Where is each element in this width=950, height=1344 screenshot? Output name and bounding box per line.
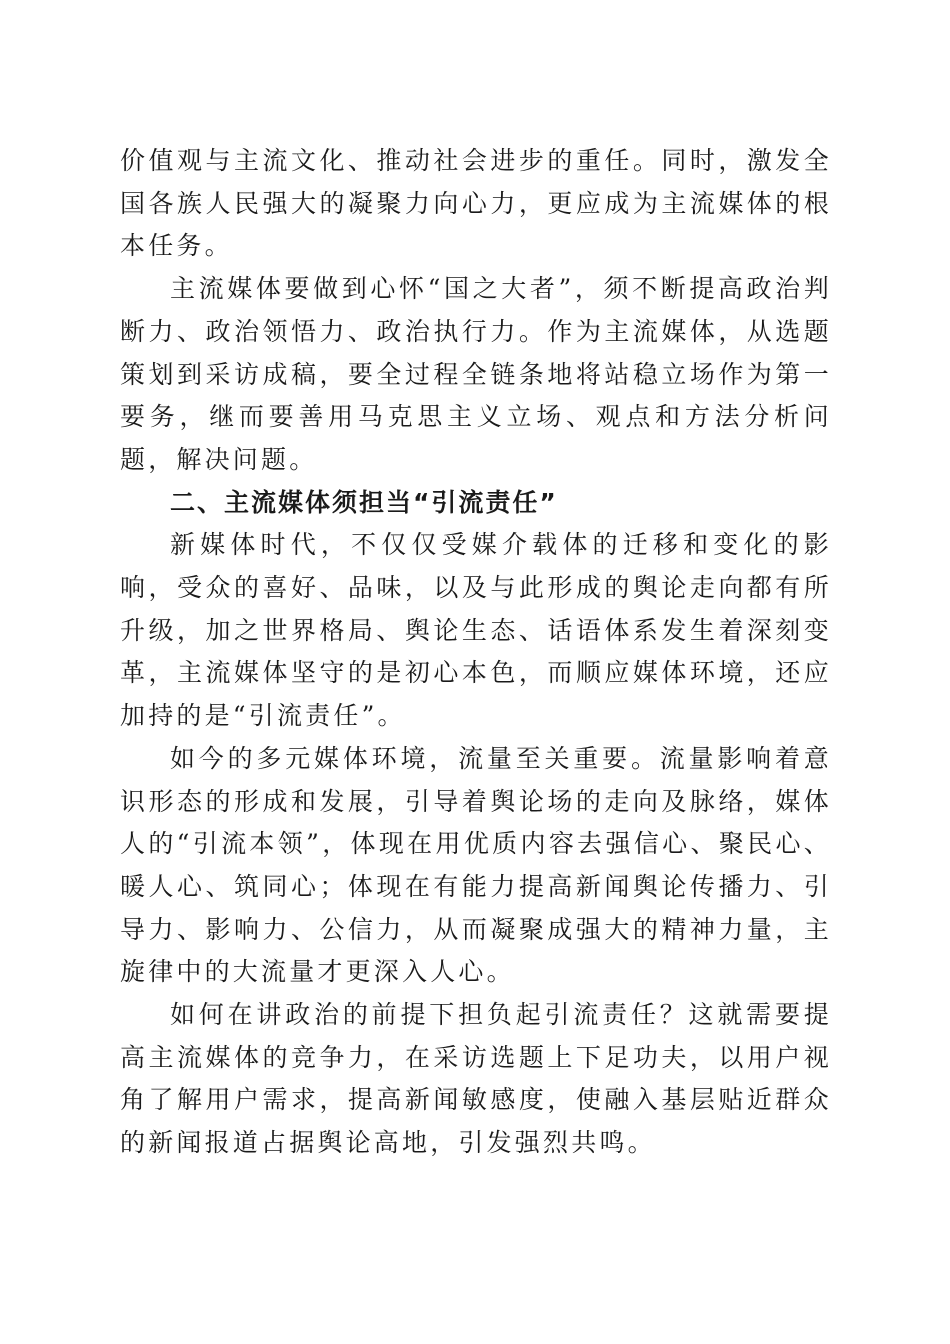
paragraph-continuation: 价值观与主流文化、推动社会进步的重任。同时，激发全国各族人民强大的凝聚力向心力，更应成为主流媒体的根本任务。 [120, 146, 832, 261]
paragraph-political-judgment: 主流媒体要做到心怀“国之大者”，须不断提高政治判断力、政治领悟力、政治执行力。作为主流媒体，从选题策划到采访成稿，要全过程全链条地将站稳立场作为第一要务，继而要善用马克思主义立场、观点和方法分析问题，解决问题。 [120, 274, 832, 474]
paragraph-new-media-era: 新媒体时代，不仅仅受媒介载体的迁移和变化的影响，受众的喜好、品味，以及与此形成的舆论走向都有所升级，加之世界格局、舆论生态、话语体系发生着深刻变革，主流媒体坚守的是初心本色，而顺应媒体环境，还应加持的是“引流责任”。 [120, 530, 832, 731]
document-page [120, 140, 832, 1165]
paragraph-how-to-lead: 如何在讲政治的前提下担负起引流责任？这就需要提高主流媒体的竞争力，在采访选题上下足功夫，以用户视角了解用户需求，提高新闻敏感度，使融入基层贴近群众的新闻报道占据舆论高地，引发强烈共鸣。 [120, 1000, 832, 1158]
section-heading-2: 二、主流媒体须担当“引流责任” [170, 487, 558, 517]
paragraph-traffic-importance: 如今的多元媒体环境，流量至关重要。流量影响着意识形态的形成和发展，引导着舆论场的走向及脉络，媒体人的“引流本领”，体现在用优质内容去强信心、聚民心、暖人心、筑同心；体现在有能力提高新闻舆论传播力、引导力、影响力、公信力，从而凝聚成强大的精神力量，主旋律中的大流量才更深入人心。 [120, 743, 832, 987]
